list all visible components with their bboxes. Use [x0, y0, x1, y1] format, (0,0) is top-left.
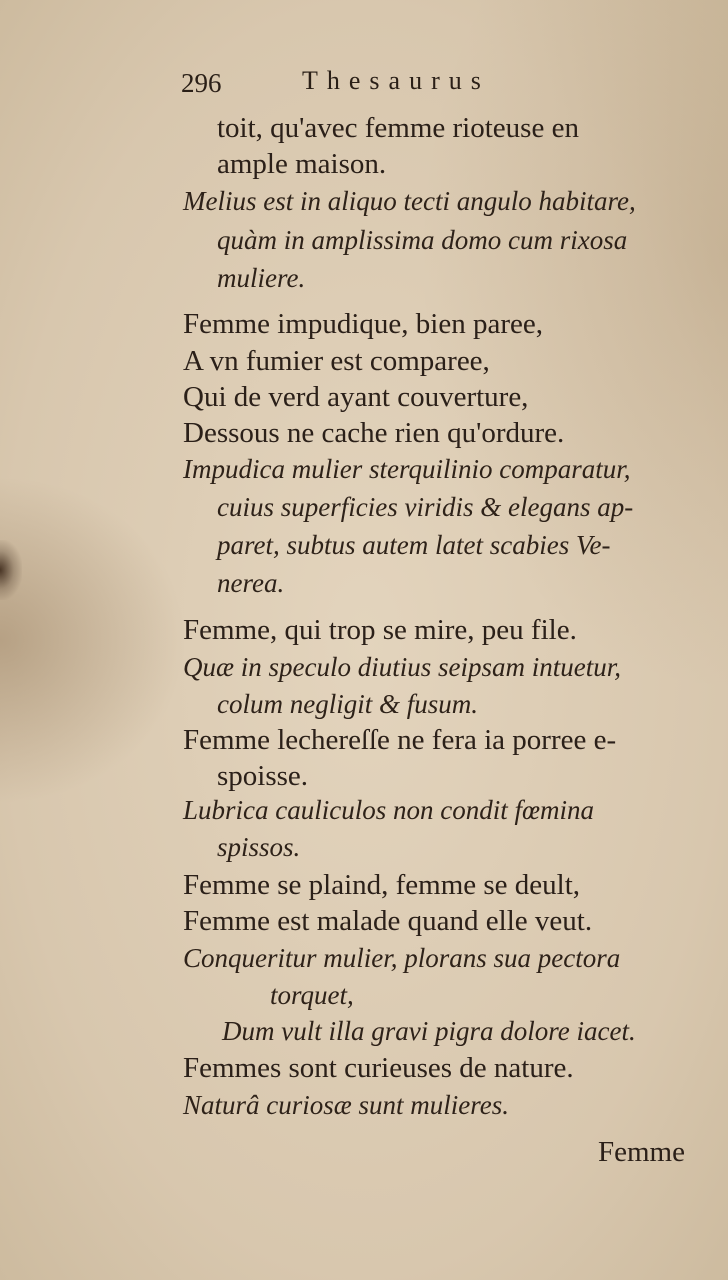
- text-line: nerea.: [217, 568, 285, 598]
- text-line: Conqueritur mulier, plorans sua pectora: [183, 943, 621, 973]
- text-line: Femme est malade quand elle veut.: [183, 905, 593, 937]
- text-line: Femme impudique, bien paree,: [183, 308, 543, 340]
- catchword: Femme: [598, 1136, 685, 1168]
- text-line: A vn fumier est comparee,: [183, 345, 490, 377]
- text-line: paret, subtus autem latet scabies Ve-: [217, 530, 611, 560]
- page-stain: [0, 540, 22, 600]
- text-line: Impudica mulier sterquilinio comparatur,: [183, 454, 631, 484]
- page-number: 296: [181, 68, 222, 98]
- text-line: toit, qu'avec femme rioteuse en: [217, 112, 579, 144]
- text-line: cuius superficies viridis & elegans ap-: [217, 492, 634, 522]
- text-line: spissos.: [217, 832, 301, 862]
- text-line: Lubrica cauliculos non condit fœmina: [183, 795, 594, 825]
- text-line: torquet,: [270, 980, 354, 1010]
- text-line: Melius est in aliquo tecti angulo habitare,: [183, 186, 636, 216]
- text-line: Femme lechereſſe ne fera ia porree e-: [183, 724, 617, 756]
- text-line: spoisse.: [217, 760, 309, 792]
- text-line: colum negligit & fusum.: [217, 689, 478, 719]
- text-line: ample maison.: [217, 148, 387, 180]
- text-line: quàm in amplissima domo cum rixosa: [217, 225, 628, 255]
- text-line: Quæ in speculo diutius seipsam intuetur,: [183, 652, 621, 682]
- text-line: Femmes sont curieuses de nature.: [183, 1052, 574, 1084]
- text-line: Femme, qui trop se mire, peu file.: [183, 614, 577, 646]
- running-title: Thesaurus: [302, 66, 490, 95]
- text-line: Dessous ne cache rien qu'ordure.: [183, 417, 565, 449]
- text-line: Dum vult illa gravi pigra dolore iacet.: [222, 1016, 636, 1046]
- text-line: Naturâ curiosæ sunt mulieres.: [183, 1090, 510, 1120]
- text-line: muliere.: [217, 263, 306, 293]
- text-line: Qui de verd ayant couverture,: [183, 381, 529, 413]
- text-line: Femme se plaind, femme se deult,: [183, 869, 581, 901]
